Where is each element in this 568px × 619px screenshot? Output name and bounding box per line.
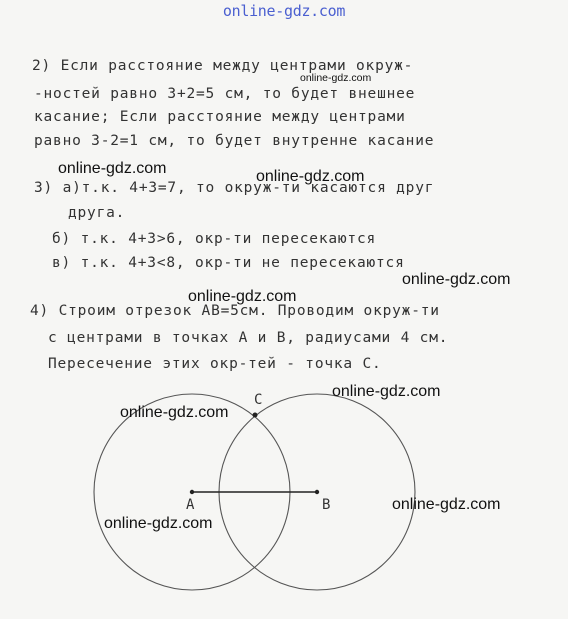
watermark: online-gdz.com — [300, 72, 372, 84]
site-header-link[interactable]: online-gdz.com — [222, 2, 346, 20]
solution-line-11: Пересечение этих окр-тей - точка С. — [48, 356, 382, 372]
point-c-label: C — [254, 392, 263, 408]
watermark: online-gdz.com — [392, 496, 501, 513]
solution-line-10: с центрами в точках А и В, радиусами 4 см. — [48, 330, 449, 346]
point-b — [315, 490, 319, 494]
solution-line-1: 2) Если расстояние между центрами окруж- — [32, 58, 414, 74]
solution-line-2: -ностей равно 3+2=5 см, то будет внешнее — [34, 86, 416, 102]
watermark: online-gdz.com — [188, 288, 297, 305]
watermark: online-gdz.com — [402, 271, 511, 288]
solution-line-7: б) т.к. 4+3>6, окр-ти пересекаются — [52, 231, 377, 247]
solution-line-9: 4) Строим отрезок AB=5см. Проводим окруж-ти — [30, 303, 440, 319]
watermark: online-gdz.com — [332, 383, 441, 400]
solution-line-4: равно 3-2=1 см, то будет внутренне касание — [34, 133, 435, 149]
point-a — [190, 490, 194, 494]
solution-line-6: друга. — [68, 205, 126, 221]
watermark: online-gdz.com — [104, 515, 213, 532]
watermark: online-gdz.com — [58, 160, 167, 177]
point-b-label: B — [322, 497, 331, 513]
solution-line-5: 3) а)т.к. 4+3=7, то окруж-ти касаются друг — [34, 180, 435, 196]
point-a-label: A — [186, 497, 195, 513]
point-c — [253, 413, 258, 418]
watermark: online-gdz.com — [256, 168, 365, 185]
solution-line-8: в) т.к. 4+3<8, окр-ти не пересекаются — [52, 255, 405, 271]
solution-line-3: касание; Если расстояние между центрами — [34, 109, 406, 125]
watermark: online-gdz.com — [120, 404, 229, 421]
